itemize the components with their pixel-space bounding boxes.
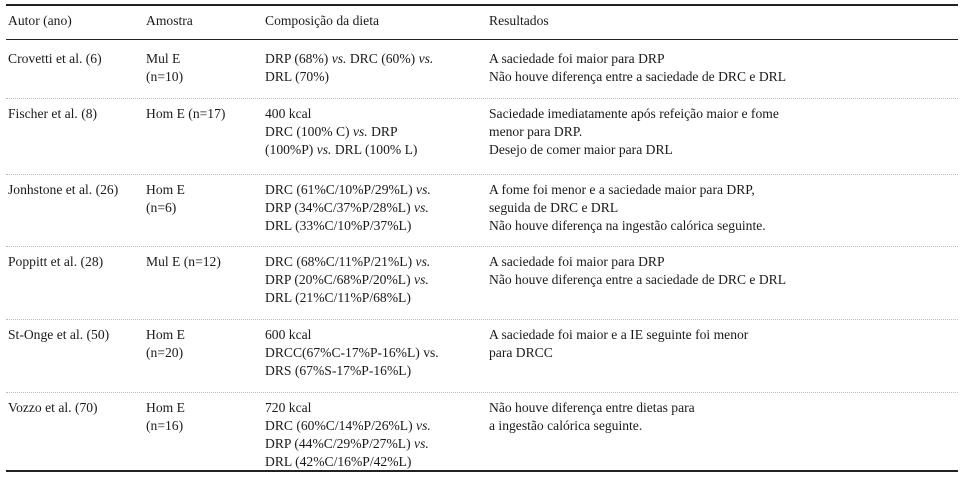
vs-italic: vs. (414, 436, 429, 451)
cell-amostra (146, 253, 221, 271)
cell-line: A fome foi menor e a saciedade maior para DRP, (489, 182, 755, 197)
vs-italic: vs. (415, 254, 431, 269)
text-segment: (100%P) (265, 142, 317, 157)
cell-line (265, 181, 431, 199)
cell-resultados (489, 50, 786, 86)
cell-line: Saciedade imediatamente após refeição maior e fome (489, 106, 779, 121)
cell-line (265, 105, 417, 123)
vs-italic: vs. (416, 418, 431, 433)
cell-line: (n=6) (146, 200, 177, 215)
cell-line: Vozzo et al. (70) (8, 400, 98, 415)
text-segment: DRCC(67%C-17%P-16%L) vs. (265, 345, 439, 360)
cell-composicao (265, 399, 431, 471)
cell-line (265, 271, 430, 289)
cell-line (265, 399, 431, 417)
cell-composicao (265, 326, 439, 380)
vs-italic: vs. (414, 200, 429, 215)
cell-line: A saciedade foi maior para DRP (489, 254, 665, 269)
text-segment: DRP (367, 124, 398, 139)
cell-line (265, 199, 431, 217)
cell-resultados (489, 253, 786, 289)
cell-line: Não houve diferença entre dietas para (489, 400, 695, 415)
vs-italic: vs. (316, 142, 332, 157)
text-segment: DRP (34%C/37%P/28%L) (265, 200, 415, 215)
text-segment: DRL (70%) (265, 69, 330, 84)
cell-resultados (489, 105, 779, 159)
vs-italic: vs. (418, 51, 434, 66)
text-segment: DRL (33%C/10%P/37%L) (265, 218, 412, 233)
cell-line: seguida de DRC e DRL (489, 200, 619, 215)
cell-amostra (146, 399, 185, 435)
text-segment: DRP (20%C/68%P/20%L) (265, 272, 415, 287)
cell-line: menor para DRP. (489, 124, 583, 139)
cell-line: Mul E (n=12) (146, 254, 221, 269)
cell-line: St-Onge et al. (50) (8, 327, 110, 342)
text-segment: DRC (60%) (346, 51, 419, 66)
cell-line: Jonhstone et al. (26) (8, 182, 119, 197)
cell-line: a ingestão calórica seguinte. (489, 418, 643, 433)
cell-autor (8, 399, 98, 417)
cell-line: Não houve diferença entre a saciedade de DRC e DRL (489, 69, 787, 84)
cell-resultados (489, 399, 695, 435)
cell-line (265, 362, 439, 380)
text-segment: DRC (100% C) (265, 124, 353, 139)
cell-line (265, 217, 431, 235)
cell-line (265, 123, 417, 141)
cell-line: Não houve diferença na ingestão calórica seguinte. (489, 218, 766, 233)
vs-italic: vs. (414, 272, 429, 287)
text-segment: DRL (42%C/16%P/42%L) (265, 454, 412, 469)
cell-resultados (489, 326, 748, 362)
vs-italic: vs. (352, 124, 368, 139)
cell-line: A saciedade foi maior e a IE seguinte foi menor (489, 327, 749, 342)
text-segment: DRP (68%) (265, 51, 332, 66)
cell-line: Hom E (146, 400, 185, 415)
header-autor: Autor (ano) (8, 13, 72, 28)
cell-line: Mul E (146, 51, 181, 66)
cell-line: Desejo de comer maior para DRL (489, 142, 673, 157)
cell-line: Hom E (146, 182, 185, 197)
table-bottom-rule (6, 470, 958, 472)
cell-line (265, 453, 431, 471)
cell-line: Hom E (n=17) (146, 106, 226, 121)
text-segment: DRS (67%S-17%P-16%L) (265, 363, 412, 378)
cell-autor (8, 50, 102, 68)
text-segment: DRC (61%C/10%P/29%L) (265, 182, 417, 197)
text-segment: DRP (44%C/29%P/27%L) (265, 436, 415, 451)
text-segment: DRL (100% L) (331, 142, 418, 157)
cell-autor (8, 253, 103, 271)
cell-line (265, 50, 433, 68)
cell-amostra (146, 50, 183, 86)
cell-line (265, 141, 417, 159)
cell-line: Não houve diferença entre a saciedade de DRC e DRL (489, 272, 787, 287)
text-segment: 400 kcal (265, 106, 312, 121)
cell-composicao (265, 181, 431, 235)
cell-line: Hom E (146, 327, 185, 342)
cell-line: Poppitt et al. (28) (8, 254, 104, 269)
cell-line: Crovetti et al. (6) (8, 51, 102, 66)
cell-autor (8, 326, 109, 344)
cell-line: (n=16) (146, 418, 184, 433)
cell-line (265, 417, 431, 435)
text-segment: 720 kcal (265, 400, 312, 415)
table-header-rule (6, 39, 958, 40)
cell-line: A saciedade foi maior para DRP (489, 51, 665, 66)
row-separator (6, 246, 958, 247)
text-segment: DRC (60%C/14%P/26%L) (265, 418, 417, 433)
row-separator (6, 98, 958, 99)
text-segment: 600 kcal (265, 327, 312, 342)
cell-line: para DRCC (489, 345, 553, 360)
cell-line (265, 289, 430, 307)
cell-line (265, 344, 439, 362)
cell-line: Fischer et al. (8) (8, 106, 98, 121)
header-resultados: Resultados (489, 13, 549, 28)
cell-line (265, 253, 430, 271)
table-top-rule (6, 4, 958, 6)
cell-amostra (146, 181, 185, 217)
cell-composicao (265, 253, 430, 307)
cell-composicao (265, 50, 433, 86)
vs-italic: vs. (331, 51, 347, 66)
cell-autor (8, 181, 118, 199)
cell-line: (n=20) (146, 345, 184, 360)
row-separator (6, 174, 958, 175)
cell-line (265, 68, 433, 86)
text-segment: DRC (68%C/11%P/21%L) (265, 254, 416, 269)
header-amostra: Amostra (146, 13, 193, 28)
cell-resultados (489, 181, 766, 235)
row-separator (6, 392, 958, 393)
cell-autor (8, 105, 97, 123)
cell-line (265, 435, 431, 453)
cell-amostra (146, 105, 225, 123)
vs-italic: vs. (416, 182, 431, 197)
cell-composicao (265, 105, 417, 159)
row-separator (6, 319, 958, 320)
cell-line (265, 326, 439, 344)
text-segment: DRL (21%C/11%P/68%L) (265, 290, 411, 305)
cell-line: (n=10) (146, 69, 184, 84)
cell-amostra (146, 326, 185, 362)
header-composicao: Composição da dieta (265, 13, 380, 28)
